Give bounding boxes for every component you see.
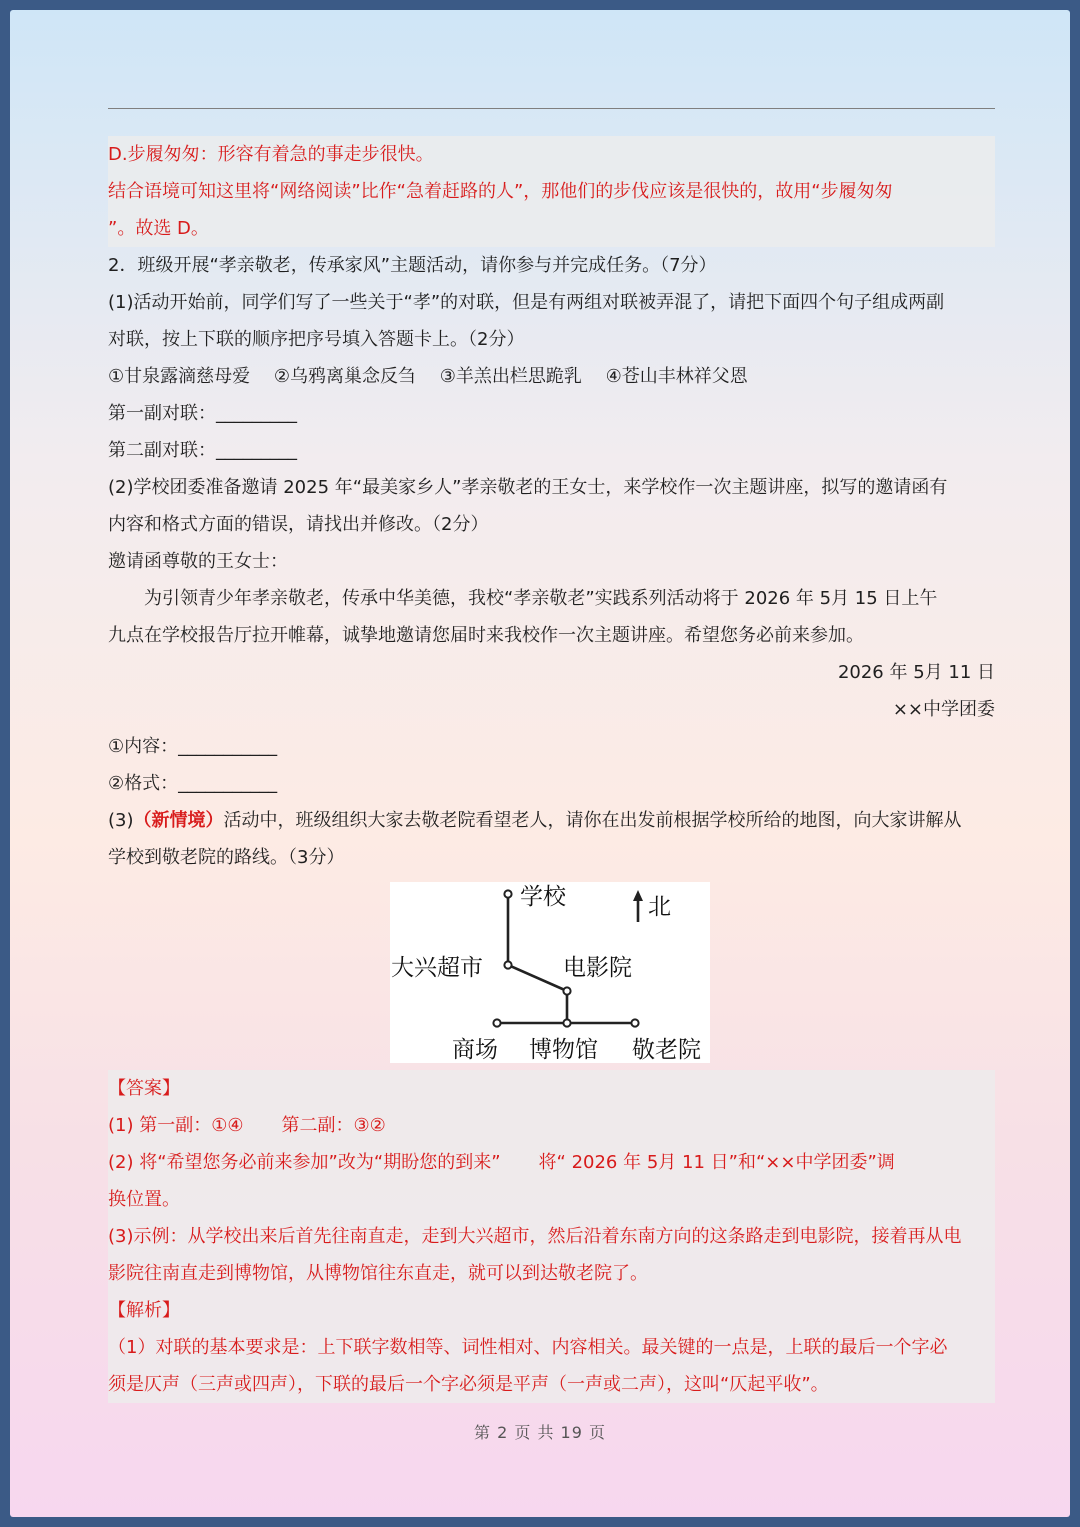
page-number-footer: 第 2 页 共 19 页 (474, 1423, 606, 1442)
letter-signature: ××中学团委 (892, 699, 995, 720)
letter-body: 为引领青少年孝亲敬老，传承中华美德，我校“孝亲敬老”实践系列活动将于 2026 年 5月 15 日上午 (144, 588, 938, 609)
supermarket-node (504, 961, 511, 968)
map-label-museum: 博物馆 (529, 1037, 598, 1063)
route-map (390, 882, 710, 1063)
question-2-part2-text: (2)学校团委准备邀请 2025 年“最美家乡人”孝亲敬老的王女士，来学校作一次主题讲座，拟写的邀请函有 (108, 477, 948, 498)
answer-2-first: (2) 将“希望您务必前来参加”改为“期盼您的到来” (108, 1152, 501, 1173)
map-label-school: 学校 (520, 884, 566, 910)
new-situation-tag: （新情境） (133, 810, 224, 831)
previous-answer-line: D.步履匆匆：形容有着急的事走步很快。 (108, 144, 434, 165)
answer-header: 【答案】 (108, 1078, 180, 1099)
question-2-part3-text: 学校到敬老院的路线。（3分） (108, 847, 345, 868)
question-2-part1-text: (1)活动开始前，同学们写了一些关于“孝”的对联，但是有两组对联被弄混了，请把下面四个句子组成两副 (108, 292, 945, 313)
museum-node (563, 1019, 570, 1026)
road-supermarket-cinema (508, 965, 567, 991)
map-label-cinema: 电影院 (563, 955, 632, 981)
part3-prefix: (3) (108, 810, 134, 831)
couplet-blank-2: 第二副对联：_________ (108, 440, 297, 461)
mall-node (493, 1019, 500, 1026)
map-label-mall: 商场 (452, 1037, 498, 1063)
north-arrow-head (633, 890, 643, 901)
answer-1-second: 第二副：③② (281, 1115, 386, 1136)
letter-body: 九点在学校报告厅拉开帷幕，诚挚地邀请您届时来我校作一次主题讲座。希望您务必前来参加。 (108, 625, 864, 646)
question-2-part3-text (108, 802, 995, 839)
couplet-blank-1: 第一副对联：_________ (108, 403, 297, 424)
answer-2 (108, 1144, 995, 1181)
document-page (10, 10, 1070, 1517)
map-label-supermarket: 大兴超市 (391, 955, 483, 981)
page-content (108, 134, 995, 1403)
analysis-line: （1）对联的基本要求是：上下联字数相等、词性相对、内容相关。最关键的一点是，上联的最后一个字必 (108, 1337, 948, 1358)
cinema-node (563, 987, 570, 994)
map-label-north: 北 (648, 894, 671, 920)
route-map-area (108, 876, 995, 1070)
answer-3: (3)示例：从学校出来后首先往南直走，走到大兴超市，然后沿着东南方向的这条路走到电影院，接着再从电 (108, 1226, 962, 1247)
analysis-header: 【解析】 (108, 1300, 180, 1321)
answer-1-first: (1) 第一副：①④ (108, 1115, 244, 1136)
answer-analysis-block (108, 1070, 995, 1403)
letter-heading: 邀请函尊敬的王女士： (108, 551, 288, 572)
nursing-home-node (631, 1019, 638, 1026)
map-label-nursing-home: 敬老院 (632, 1037, 701, 1063)
analysis-line: 须是仄声（三声或四声），下联的最后一个字必须是平声（一声或二声），这叫“仄起平收”。 (108, 1374, 829, 1395)
part3-text: 活动中，班级组织大家去敬老院看望老人，请你在出发前根据学校所给的地图，向大家讲解从 (223, 810, 962, 831)
content-blank: ①内容：___________ (108, 736, 278, 757)
previous-answer-block (108, 136, 995, 247)
couplet-option: ③羊羔出栏思跪乳 (439, 366, 582, 387)
header-rule (108, 108, 995, 109)
couplet-options (108, 358, 995, 395)
couplet-option: ④苍山丰林祥父恩 (605, 366, 748, 387)
previous-answer-line: ”。故选 D。 (108, 218, 209, 239)
format-blank: ②格式：___________ (108, 773, 278, 794)
previous-answer-line: 结合语境可知这里将“网络阅读”比作“急着赶路的人”，那他们的步伐应该是很快的，故用“步履匆匆 (108, 181, 893, 202)
answer-1 (108, 1107, 995, 1144)
answer-2-continued: 换位置。 (108, 1189, 180, 1210)
couplet-option: ①甘泉露滴慈母爱 (108, 366, 251, 387)
question-2-part1-text: 对联，按上下联的顺序把序号填入答题卡上。（2分） (108, 329, 525, 350)
answer-2-second: 将“ 2026 年 5月 11 日”和“××中学团委”调 (538, 1152, 895, 1173)
school-node (504, 890, 511, 897)
question-2-title: 2．班级开展“孝亲敬老，传承家风”主题活动，请你参与并完成任务。（7分） (108, 255, 717, 276)
question-2-part2-text: 内容和格式方面的错误，请找出并修改。（2分） (108, 514, 489, 535)
letter-date: 2026 年 5月 11 日 (837, 662, 995, 683)
couplet-option: ②乌鸦离巢念反刍 (273, 366, 417, 387)
answer-3-continued: 影院往南直走到博物馆，从博物馆往东直走，就可以到达敬老院了。 (108, 1263, 648, 1284)
